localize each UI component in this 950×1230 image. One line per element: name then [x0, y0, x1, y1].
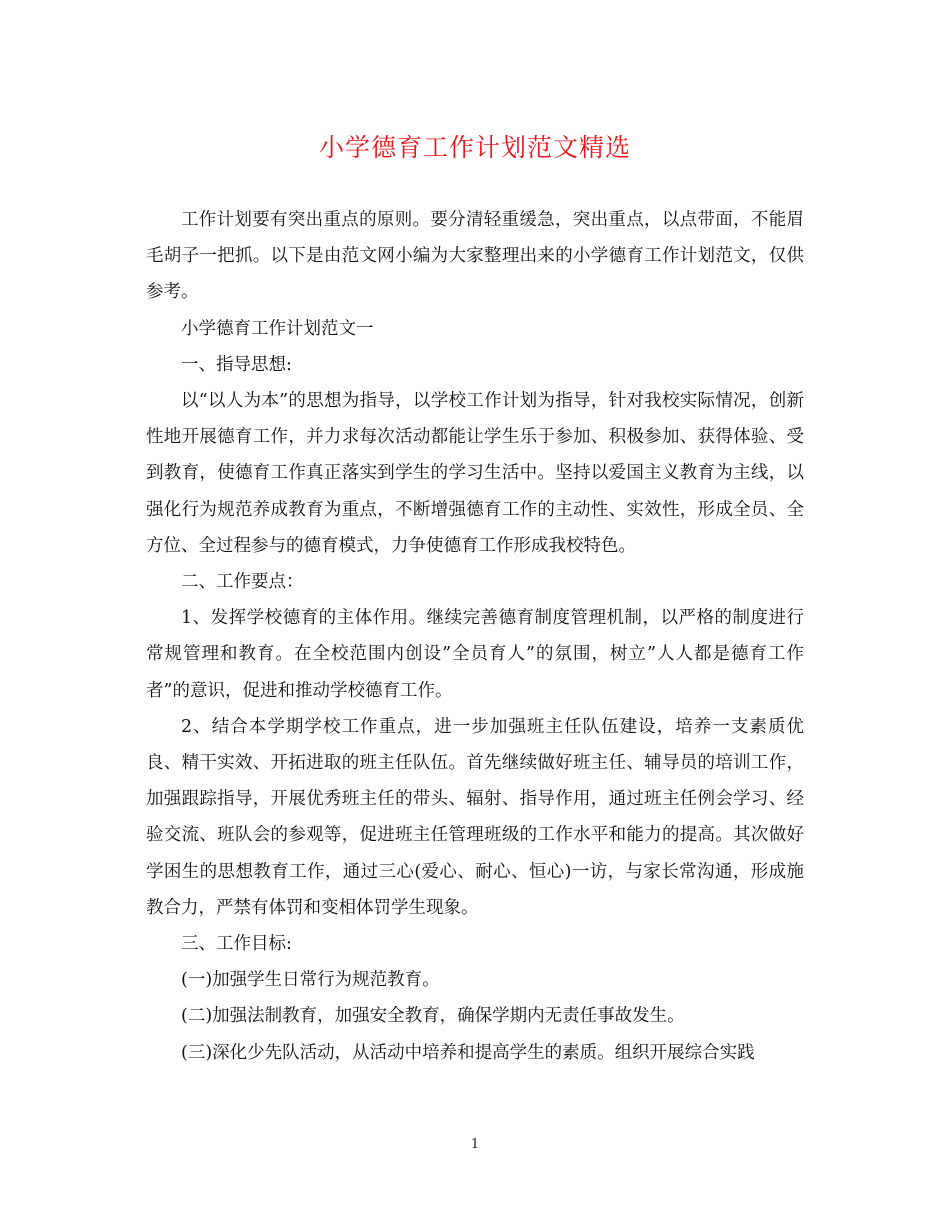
paragraph-goal-1: (一)加强学生日常行为规范教育。: [181, 970, 440, 991]
paragraph-goal-3: (三)深化少先队活动，从活动中培养和提高学生的素质。组织开展综合实践: [181, 1042, 755, 1063]
document-title: 小学德育工作计划范文精选: [318, 133, 631, 162]
paragraph-work-point-1: 1、发挥学校德育的主体作用。继续完善德育制度管理机制，以严格的制度进行常规管理和教育。在全校范围内创设”全员育人”的氛围，树立”人人都是德育工作者”的意识，促进和推动学校德育工作。: [146, 608, 804, 701]
section-heading-guiding-ideology: 一、指导思想:: [181, 354, 292, 375]
paragraph-guiding-ideology: 以“以人为本”的思想为指导，以学校工作计划为指导，针对我校实际情况，创新性地开展德育工作，并力求每次活动都能让学生乐于参加、积极参加、获得体验、受到教育，使德育工作真正落实到学生的学习生活中。坚持以爱国主义教育为主线，以强化行为规范养成教育为重点，不断增强德育工作的主动性、实效性，形成全员、全方位、全过程参与的德育模式，力争使德育工作形成我校特色。: [146, 391, 804, 556]
paragraph-goal-2: (二)加强法制教育，加强安全教育，确保学期内无责任事故发生。: [181, 1006, 685, 1027]
paragraph-work-point-2: 2、结合本学期学校工作重点，进一步加强班主任队伍建设，培养一支素质优良、精干实效、开拓进取的班主任队伍。首先继续做好班主任、辅导员的培训工作，加强跟踪指导，开展优秀班主任的带头、辐射、指导作用，通过班主任例会学习、经验交流、班队会的参观等，促进班主任管理班级的工作水平和能力的提高。其次做好学困生的思想教育工作，通过三心(爱心、耐心、恒心)一访，与家长常沟通，形成施教合力，严禁有体罚和变相体罚学生现象。: [146, 716, 804, 918]
section-heading-work-goals: 三、工作目标:: [181, 934, 292, 955]
section-heading-work-points: 二、工作要点：: [181, 572, 304, 593]
paragraph-intro: 工作计划要有突出重点的原则。要分清轻重缓急，突出重点，以点带面，不能眉毛胡子一把抓。以下是由范文网小编为大家整理出来的小学德育工作计划范文，仅供参考。: [146, 210, 804, 303]
page-number: 1: [470, 1137, 480, 1152]
paragraph-sample-heading: 小学德育工作计划范文一: [181, 318, 374, 339]
document-body: [146, 202, 804, 1071]
